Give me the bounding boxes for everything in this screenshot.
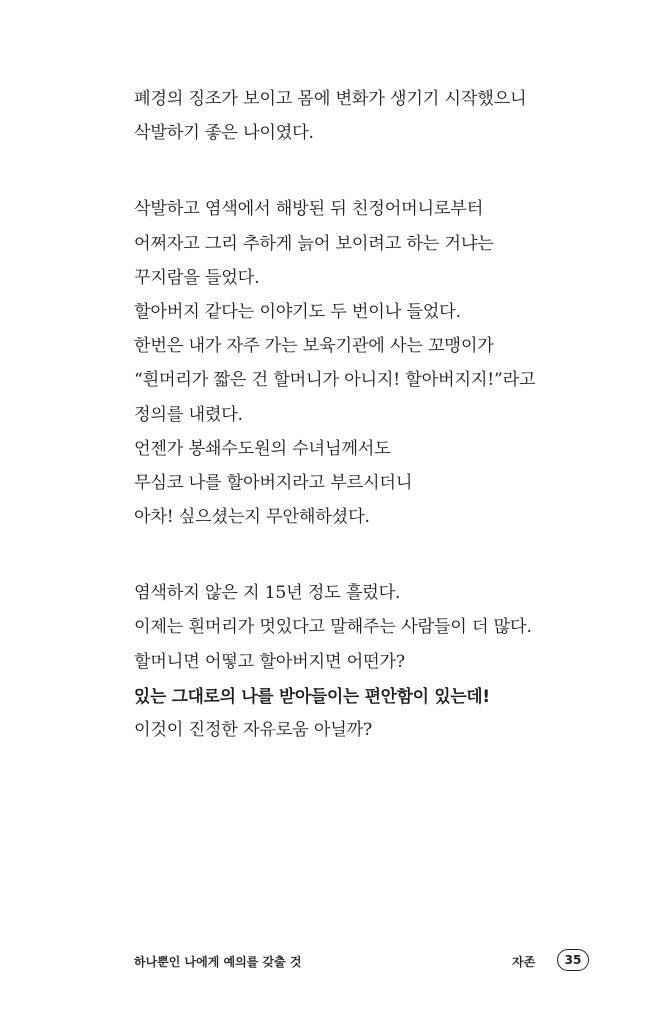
text-line: 한번은 내가 자주 가는 보육기관에 사는 꼬맹이가 — [134, 336, 494, 357]
text-line: 무심코 나를 할아버지라고 부르시더니 — [134, 472, 413, 493]
text-line: 어쩌자고 그리 추하게 늙어 보이려고 하는 거냐는 — [134, 233, 494, 254]
stanza — [134, 192, 534, 534]
text-line: 할아버지 같다는 이야기도 두 번이나 들었다. — [134, 301, 461, 322]
text-line: 언젠가 봉쇄수도원의 수녀님께서도 — [134, 438, 391, 459]
page-footer — [134, 948, 594, 974]
text-line: 아차! 싶으셨는지 무안해하셨다. — [134, 507, 370, 528]
stanza — [134, 82, 534, 150]
text-line: 정의를 내렸다. — [134, 404, 243, 425]
text-line: 할머니면 어떻고 할아버지면 어떤가? — [134, 651, 405, 672]
text-line: 삭발하기 좋은 나이였다. — [134, 123, 314, 144]
footer-book-title: 하나뿐인 나에게 예의를 갖출 것 — [134, 955, 302, 969]
emphasized-text-line: 있는 그대로의 나를 받아들이는 편안함이 있는데! — [134, 685, 490, 706]
text-line: 염색하지 않은 지 15년 정도 흘렀다. — [134, 583, 401, 604]
body-text — [134, 82, 534, 789]
text-line: 삭발하고 염색에서 해방된 뒤 친정어머니로부터 — [134, 199, 484, 220]
text-line: 이것이 진정한 자유로움 아닐까? — [134, 720, 373, 740]
text-line: 꾸지람을 들었다. — [134, 267, 260, 288]
text-line: 이제는 흰머리가 멋있다고 말해주는 사람들이 더 많다. — [134, 617, 532, 638]
page-number-badge: 35 — [557, 949, 589, 971]
footer-section-name: 자존 — [512, 955, 536, 969]
text-line: “흰머리가 짧은 건 할머니가 아니지! 할아버지지!”라고 — [134, 370, 536, 391]
text-line: 폐경의 징조가 보이고 몸에 변화가 생기기 시작했으니 — [134, 89, 527, 109]
stanza — [134, 576, 534, 747]
